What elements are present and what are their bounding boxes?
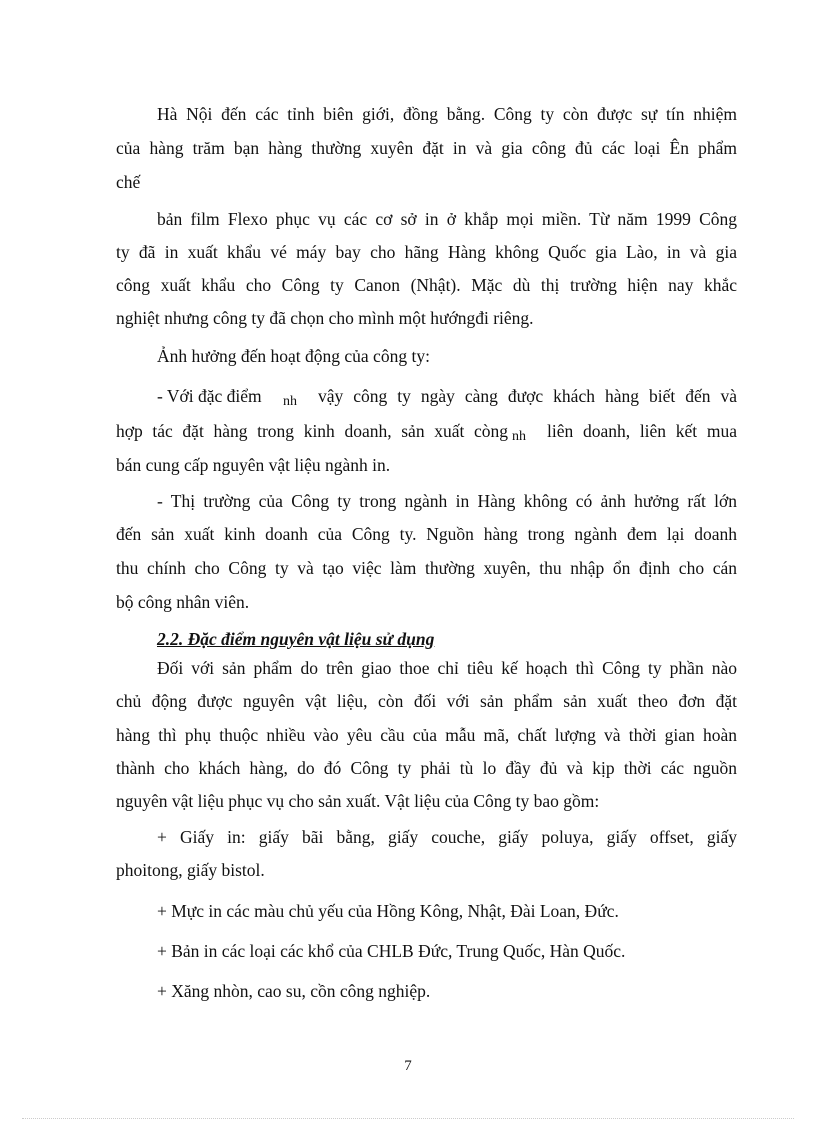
paragraph-3-line-1: Ảnh hưởng đến hoạt động của công ty: xyxy=(157,346,430,366)
paragraph-2-line-1: bản film Flexo phục vụ các cơ sở in ở khắp mọi miền. Từ năm 1999 Công xyxy=(157,209,737,229)
paragraph-6-line-2: chủ động được nguyên vật liệu, còn đối với sản phẩm sản xuất theo đơn đặt xyxy=(116,691,737,711)
paragraph-5-line-4: bộ công nhân viên. xyxy=(116,592,250,612)
materials-plates: + Bản in các loại các khổ của CHLB Đức, Trung Quốc, Hàn Quốc. xyxy=(157,941,626,961)
paragraph-6-line-3: hàng thì phụ thuộc nhiều vào yêu cầu của mẫu mã, chất lượng và thời gian hoàn xyxy=(116,725,737,745)
paragraph-2-line-2: ty đã in xuất khẩu vé máy bay cho hãng Hàng không Quốc gia Lào, in và gia xyxy=(116,242,737,262)
paragraph-2-line-4: nghiệt nhưng công ty đã chọn cho mình một hướngđi riêng. xyxy=(116,308,534,328)
paragraph-5-line-2: đến sản xuất kinh doanh của Công ty. Nguồn hàng trong ngành đem lại doanh xyxy=(116,524,737,544)
page-number: 7 xyxy=(404,1058,412,1074)
paragraph-2-line-3: công xuất khẩu cho Công ty Canon (Nhật). Mặc dù thị trường hiện nay khắc xyxy=(116,275,737,295)
paragraph-4-subscript-1: nh xyxy=(283,394,297,409)
paragraph-4-line-1-end: vậy công ty ngày càng được khách hàng biết đến và xyxy=(318,386,737,406)
paragraph-5-line-1: - Thị trường của Công ty trong ngành in Hàng không có ảnh hưởng rất lớn xyxy=(157,491,737,511)
paragraph-6-line-4: thành cho khách hàng, do đó Công ty phải tù lo đầy đủ và kịp thời các nguồn xyxy=(116,758,737,778)
paragraph-4-subscript-2: nh xyxy=(512,429,526,444)
paragraph-1-line-3: chế xyxy=(116,172,141,192)
paragraph-6-line-5: nguyên vật liệu phục vụ cho sản xuất. Vật liệu của Công ty bao gồm: xyxy=(116,791,600,811)
paragraph-4-line-1-start: - Với đặc điểm xyxy=(157,386,262,406)
paragraph-5-line-3: thu chính cho Công ty và tạo việc làm thường xuyên, thu nhập ổn định cho cán xyxy=(116,558,737,578)
materials-paper-line-2: phoitong, giấy bistol. xyxy=(116,860,265,880)
materials-ink: + Mực in các màu chủ yếu của Hồng Kông, Nhật, Đài Loan, Đức. xyxy=(157,901,619,921)
paragraph-1-line-2: của hàng trăm bạn hàng thường xuyên đặt in và gia công đủ các loại Ên phẩm xyxy=(116,138,737,158)
page-bottom-rule xyxy=(22,1118,794,1119)
paragraph-6-line-1: Đối với sản phẩm do trên giao thoe chỉ tiêu kế hoạch thì Công ty phần nào xyxy=(157,658,737,678)
paragraph-4-line-2-start: hợp tác đặt hàng trong kinh doanh, sản xuất còng xyxy=(116,421,508,441)
materials-other: + Xăng nhòn, cao su, cồn công nghiệp. xyxy=(157,981,431,1001)
paragraph-4-line-3: bán cung cấp nguyên vật liệu ngành in. xyxy=(116,455,391,475)
section-heading: 2.2. Đặc điểm nguyên vật liệu sử dụng xyxy=(157,629,435,649)
paragraph-4-line-2-end: liên doanh, liên kết mua xyxy=(547,421,737,441)
paragraph-1-line-1: Hà Nội đến các tỉnh biên giới, đồng bằng. Công ty còn được sự tín nhiệm xyxy=(157,104,737,124)
materials-paper-line-1: + Giấy in: giấy bãi bằng, giấy couche, giấy poluya, giấy offset, giấy xyxy=(157,827,737,847)
